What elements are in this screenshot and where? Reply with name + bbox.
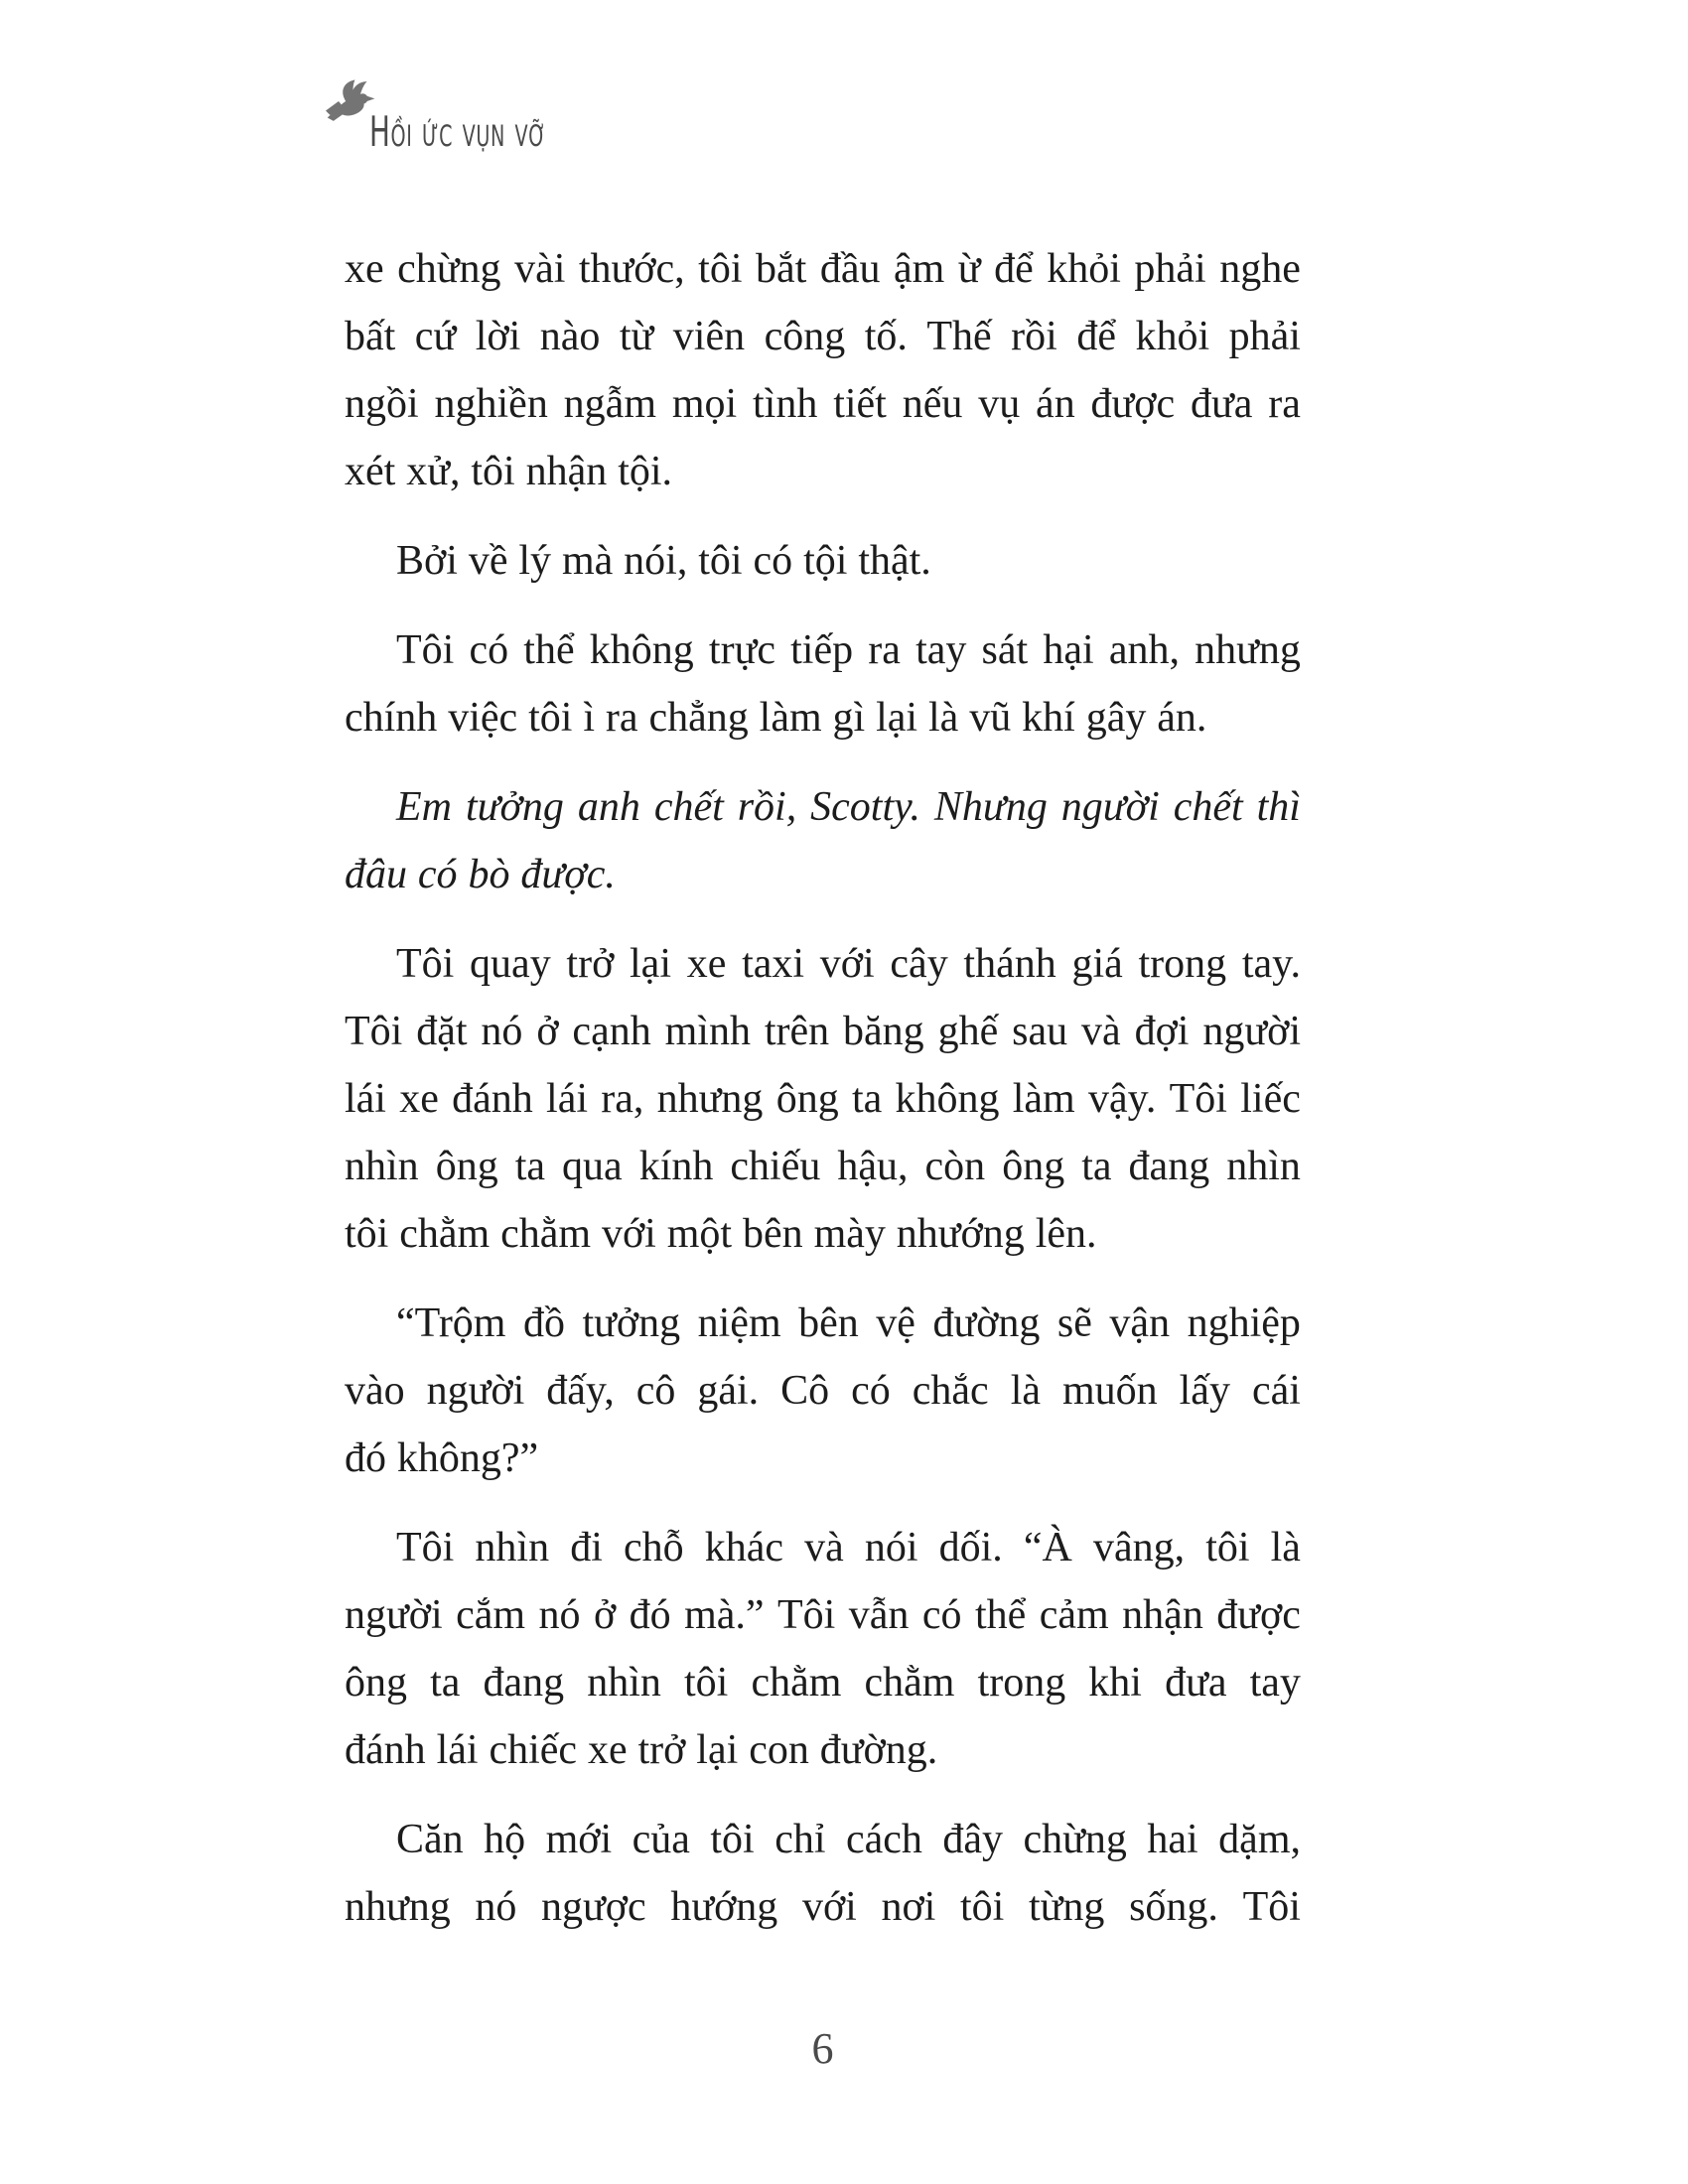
text-line: xét xử, tôi nhận tội.	[345, 449, 673, 494]
text-line: Tôi đặt nó ở cạnh mình trên băng ghế sau và đợi người	[345, 1009, 1301, 1054]
text-line: vào người đấy, cô gái. Cô có chắc là muốn lấy cái	[345, 1368, 1301, 1414]
paragraph	[345, 235, 1301, 505]
paragraph	[345, 527, 1301, 595]
text-line: tôi chằm chằm với một bên mày nhướng lên.	[345, 1211, 1097, 1257]
paragraph-italic	[345, 773, 1301, 908]
page-number: 6	[811, 2024, 834, 2073]
text-line: Căn hộ mới của tôi chỉ cách đây chừng hai dặm,	[396, 1817, 1301, 1862]
text-line: xe chừng vài thước, tôi bắt đầu ậm ừ để khỏi phải nghe	[345, 246, 1301, 292]
text-line: đó không?”	[345, 1435, 539, 1481]
text-line: người cắm nó ở đó mà.” Tôi vẫn có thể cảm nhận được	[345, 1592, 1301, 1638]
text-line: Bởi về lý mà nói, tôi có tội thật.	[396, 538, 931, 584]
text-line: đâu có bò được.	[345, 852, 616, 897]
text-line: Em tưởng anh chết rồi, Scotty. Nhưng người chết thì	[396, 784, 1301, 830]
text-line: ông ta đang nhìn tôi chằm chằm trong khi đưa tay	[345, 1660, 1301, 1706]
paragraph	[345, 616, 1301, 751]
text-line: “Trộm đồ tưởng niệm bên vệ đường sẽ vận nghiệp	[396, 1300, 1301, 1346]
body-text	[345, 235, 1301, 1941]
paragraph	[345, 1806, 1301, 1941]
paragraph	[345, 1290, 1301, 1492]
text-line: ngồi nghiền ngẫm mọi tình tiết nếu vụ án được đưa ra	[345, 381, 1301, 427]
paragraph	[345, 930, 1301, 1268]
text-line: nhìn ông ta qua kính chiếu hậu, còn ông ta đang nhìn	[345, 1144, 1301, 1189]
running-header-title: Hồi ức vụn vỡ	[369, 107, 547, 156]
text-line: lái xe đánh lái ra, nhưng ông ta không làm vậy. Tôi liếc	[345, 1076, 1301, 1122]
text-line: Tôi có thể không trực tiếp ra tay sát hại anh, nhưng	[396, 627, 1301, 673]
text-line: nhưng nó ngược hướng với nơi tôi từng sống. Tôi	[345, 1884, 1301, 1930]
text-line: đánh lái chiếc xe trở lại con đường.	[345, 1727, 938, 1773]
text-line: Tôi quay trở lại xe taxi với cây thánh giá trong tay.	[396, 941, 1301, 987]
text-line: bất cứ lời nào từ viên công tố. Thế rồi để khỏi phải	[345, 314, 1301, 359]
text-line: Tôi nhìn đi chỗ khác và nói dối. “À vâng, tôi là	[396, 1525, 1301, 1570]
paragraph	[345, 1514, 1301, 1784]
text-line: chính việc tôi ì ra chẳng làm gì lại là vũ khí gây án.	[345, 695, 1207, 741]
